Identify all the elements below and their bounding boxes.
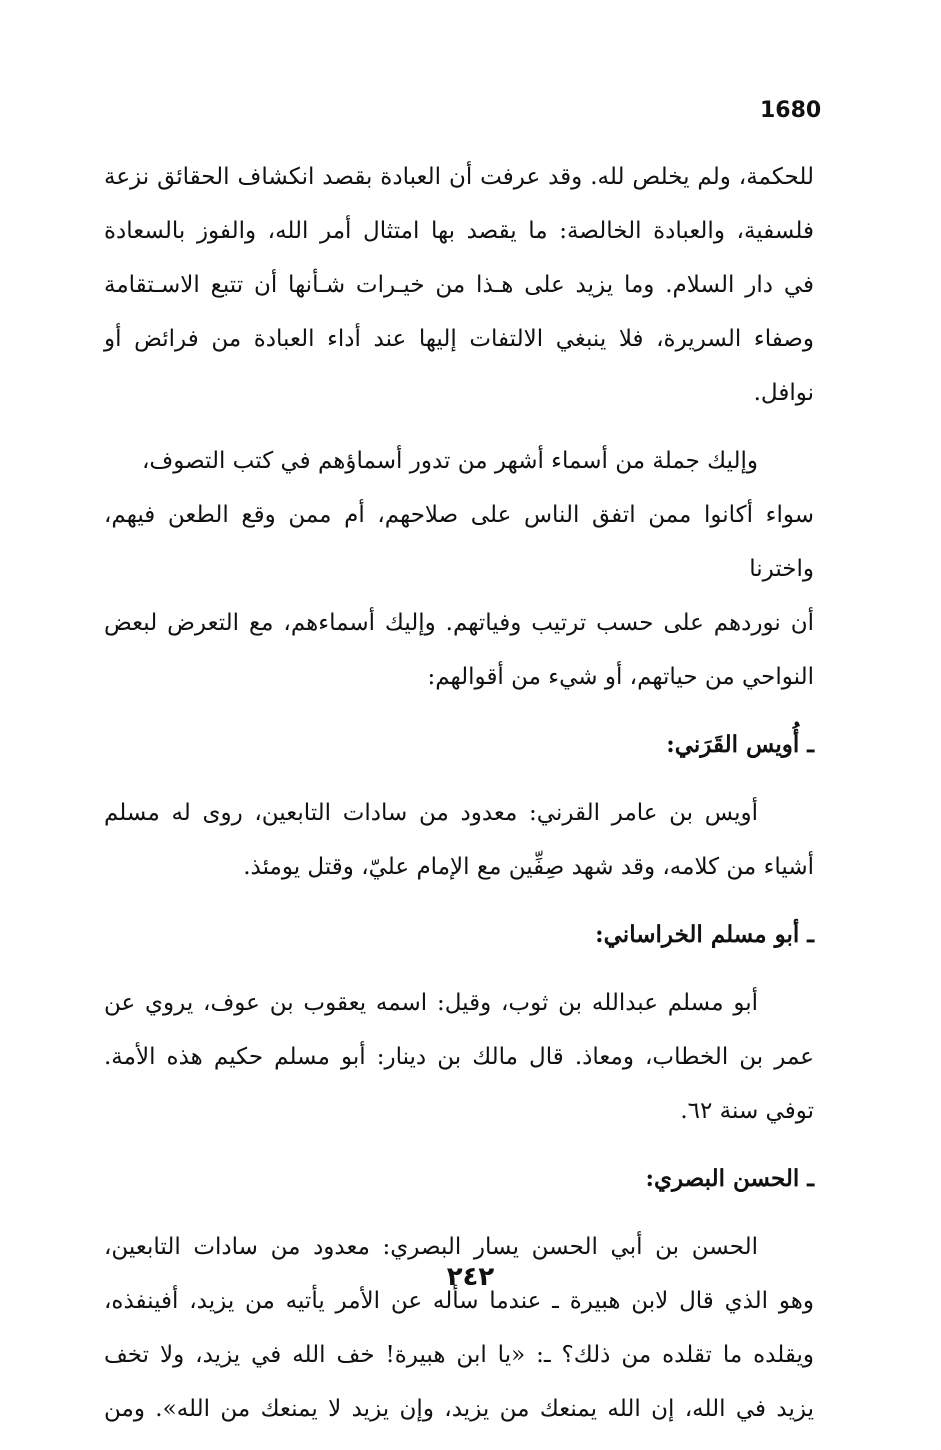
text-line: وهو الذي قال لابن هبيرة ـ عندما سأله عن الأمر يأتيه من يزيد، أفينفذه، [104, 1288, 814, 1314]
text-line: أويس بن عامر القرني: معدود من سادات التابعين، روى له مسلم [104, 800, 758, 826]
text-line: نوافل. [753, 380, 814, 406]
paragraph-2 [104, 434, 814, 704]
text-line: أن نوردهم على حسب ترتيب وفياتهم. وإليك أسماءهم، مع التعرض لبعض [104, 610, 814, 636]
text-line: سواء أكانوا ممن اتفق الناس على صلاحهم، أم ممن وقع الطعن فيهم، واخترنا [104, 502, 814, 582]
text-line: الحسن بن أبي الحسن يسار البصري: معدود من سادات التابعين، [104, 1234, 758, 1260]
paragraph-abu-muslim [104, 976, 814, 1138]
section-heading-uways: ـ أُويس القَرَني: [666, 731, 814, 758]
text-line: وإليك جملة من أسماء أشهر من تدور أسماؤهم في كتب التصوف، [141, 448, 758, 474]
text-line: أبو مسلم عبدالله بن ثوب، وقيل: اسمه يعقوب بن عوف، يروي عن [104, 990, 758, 1016]
page-number: ٢٤٢ [446, 1262, 495, 1292]
text-line: النواحي من حياتهم، أو شيء من أقوالهم: [427, 664, 814, 690]
section-heading-abu-muslim: ـ أبو مسلم الخراساني: [595, 921, 814, 948]
section-heading-hasan-basri: ـ الحسن البصري: [645, 1165, 814, 1192]
text-line: أشياء من كلامه، وقد شهد صِفِّين مع الإمام عليّ، وقتل يومئذ. [243, 854, 814, 880]
paragraph-hasan-basri [104, 1220, 814, 1436]
paragraph-uways [104, 786, 814, 894]
text-line: فلسفية، والعبادة الخالصة: ما يقصد بها امتثال أمر الله، والفوز بالسعادة [104, 218, 814, 244]
body-text [104, 150, 814, 1450]
page-identifier: 1680 [760, 98, 822, 123]
text-line: وصفاء السريرة، فلا ينبغي الالتفات إليها عند أداء العبادة من فرائض أو [104, 326, 814, 352]
text-line: يزيد في الله، إن الله يمنعك من يزيد، وإن يزيد لا يمنعك من الله». ومن [104, 1396, 814, 1422]
text-line: توفي سنة ٦٢. [680, 1098, 814, 1124]
text-line: في دار السلام. وما يزيد على هـذا من خيـرات شـأنها أن تتبع الاسـتقامة [104, 272, 814, 298]
text-line: عمر بن الخطاب، ومعاذ. قال مالك بن دينار: أبو مسلم حكيم هذه الأمة. [104, 1044, 814, 1070]
paragraph-1 [104, 150, 814, 420]
text-line: ويقلده ما تقلده من ذلك؟ ـ: «يا ابن هبيرة! خف الله في يزيد، ولا تخف [104, 1342, 814, 1368]
text-line: للحكمة، ولم يخلص لله. وقد عرفت أن العبادة بقصد انكشاف الحقائق نزعة [104, 164, 814, 190]
